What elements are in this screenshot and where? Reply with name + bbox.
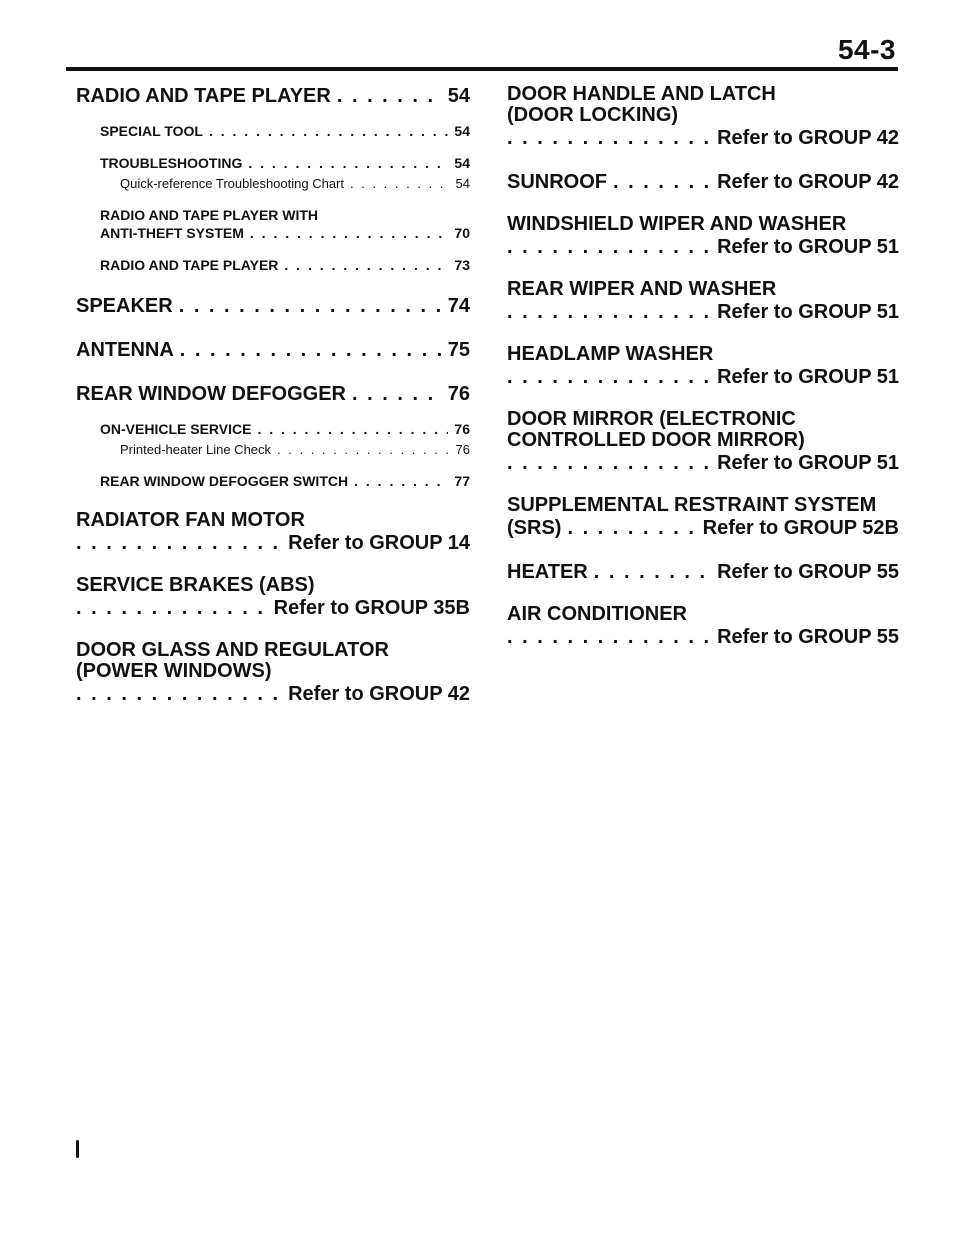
leader-dots <box>507 365 711 389</box>
toc-title: SPECIAL TOOL <box>100 123 203 139</box>
leader-dots <box>507 451 711 475</box>
toc-ref: Refer to GROUP 51 <box>717 236 899 258</box>
toc-title: RADIO AND TAPE PLAYER <box>100 257 279 273</box>
toc-row[interactable] <box>507 451 899 475</box>
toc-subrow-defogger-switch[interactable] <box>76 472 470 490</box>
toc-title-line2: CONTROLLED DOOR MIRROR) <box>507 429 805 451</box>
toc-title: HEADLAMP WASHER <box>507 343 714 365</box>
toc-ref: Refer to GROUP 42 <box>717 127 899 149</box>
toc-row[interactable] <box>507 300 899 324</box>
toc-subrow-special-tool[interactable] <box>76 122 470 140</box>
toc-row[interactable] <box>76 338 470 362</box>
toc-subrow-printed-heater[interactable] <box>76 441 470 458</box>
toc-page: 54 <box>455 176 470 191</box>
toc-ref: Refer to GROUP 14 <box>288 532 470 554</box>
toc-title-line1: SUPPLEMENTAL RESTRAINT SYSTEM <box>507 494 877 516</box>
toc-title: ANTI-THEFT SYSTEM <box>100 225 244 241</box>
toc-page: 76 <box>454 421 470 437</box>
toc-ref: Refer to GROUP 35B <box>273 597 470 619</box>
toc-subrow-on-vehicle[interactable] <box>76 420 470 438</box>
toc-entry-mirror <box>507 409 899 475</box>
leader-dots <box>594 560 711 584</box>
toc-ref: Refer to GROUP 51 <box>717 366 899 388</box>
toc-ref: Refer to GROUP 51 <box>717 452 899 474</box>
leader-dots <box>350 175 450 192</box>
toc-title: TROUBLESHOOTING <box>100 155 243 171</box>
leader-dots <box>507 300 711 324</box>
leader-dots <box>507 235 711 259</box>
leader-dots <box>248 154 448 172</box>
toc-title: ON-VEHICLE SERVICE <box>100 421 252 437</box>
toc-ref: Refer to GROUP 52B <box>702 517 899 539</box>
toc-title-line1: DOOR HANDLE AND LATCH <box>507 83 776 105</box>
toc-title: REAR WIPER AND WASHER <box>507 278 777 300</box>
toc-entry-headlamp <box>507 344 899 389</box>
leader-dots <box>209 122 448 140</box>
toc-ref: Refer to GROUP 55 <box>717 626 899 648</box>
toc-entry-brakes <box>76 575 470 620</box>
toc-entry-sunroof <box>507 170 899 194</box>
toc-title: RADIO AND TAPE PLAYER <box>76 85 331 107</box>
leader-dots <box>180 338 442 362</box>
toc-ref: Refer to GROUP 42 <box>288 683 470 705</box>
toc-entry-speaker <box>76 294 470 318</box>
toc-subrow-anti-theft-line1: RADIO AND TAPE PLAYER WITH <box>100 207 319 223</box>
toc-title-line1: DOOR MIRROR (ELECTRONIC <box>507 408 796 430</box>
margin-mark <box>76 1140 79 1158</box>
leader-dots <box>354 472 448 490</box>
toc-ref: Refer to GROUP 42 <box>717 171 899 193</box>
leader-dots <box>257 420 448 438</box>
toc-entry-door-glass <box>76 640 470 706</box>
leader-dots <box>507 625 711 649</box>
toc-title: REAR WINDOW DEFOGGER <box>76 383 346 405</box>
toc-row[interactable] <box>76 531 470 555</box>
toc-subrow-radio-tape[interactable] <box>76 256 470 274</box>
toc-right-column <box>507 84 899 669</box>
toc-page: 54 <box>454 123 470 139</box>
toc-entry-radio <box>76 84 470 274</box>
leader-dots <box>76 682 282 706</box>
toc-row[interactable] <box>76 596 470 620</box>
toc-title-line1: DOOR GLASS AND REGULATOR <box>76 639 389 661</box>
toc-row[interactable] <box>507 516 899 540</box>
toc-title: SPEAKER <box>76 295 173 317</box>
toc-title: SERVICE BRAKES (ABS) <box>76 574 315 596</box>
toc-entry-heater <box>507 560 899 584</box>
leader-dots <box>507 126 711 150</box>
toc-row[interactable] <box>507 170 899 194</box>
leader-dots <box>567 516 696 540</box>
toc-row[interactable] <box>507 235 899 259</box>
leader-dots <box>179 294 442 318</box>
toc-row[interactable] <box>507 126 899 150</box>
header-rule <box>66 67 898 71</box>
toc-entry-antenna <box>76 338 470 362</box>
leader-dots <box>337 84 442 108</box>
toc-row[interactable] <box>507 625 899 649</box>
toc-row[interactable] <box>76 84 470 108</box>
toc-entry-radiator <box>76 510 470 555</box>
toc-page: 70 <box>454 225 470 241</box>
toc-subrow-anti-theft[interactable] <box>76 224 470 242</box>
toc-title: RADIATOR FAN MOTOR <box>76 509 305 531</box>
toc-entry-ac <box>507 604 899 649</box>
toc-row[interactable] <box>76 382 470 406</box>
toc-left-column <box>76 84 470 726</box>
toc-entry-srs <box>507 495 899 540</box>
toc-page: 54 <box>447 85 470 107</box>
toc-entry-defogger <box>76 382 470 490</box>
toc-page: 54 <box>454 155 470 171</box>
toc-subrow-quick-reference[interactable] <box>76 175 470 192</box>
toc-page: 76 <box>447 383 470 405</box>
toc-title-line2: (SRS) <box>507 517 562 539</box>
leader-dots <box>250 224 449 242</box>
toc-page: 75 <box>447 339 470 361</box>
leader-dots <box>76 531 282 555</box>
toc-title: REAR WINDOW DEFOGGER SWITCH <box>100 473 349 489</box>
leader-dots <box>277 441 450 458</box>
toc-ref: Refer to GROUP 51 <box>717 301 899 323</box>
toc-page: 73 <box>454 257 470 273</box>
toc-title: ANTENNA <box>76 339 174 361</box>
toc-row[interactable] <box>76 682 470 706</box>
toc-entry-door-handle <box>507 84 899 150</box>
toc-title: AIR CONDITIONER <box>507 603 687 625</box>
toc-subrow-troubleshooting[interactable] <box>76 154 470 172</box>
page-number: 54-3 <box>837 34 896 65</box>
toc-title: HEATER <box>507 561 588 583</box>
toc-title: WINDSHIELD WIPER AND WASHER <box>507 213 847 235</box>
toc-title: Printed-heater Line Check <box>120 442 272 457</box>
leader-dots <box>76 596 268 620</box>
toc-page: 74 <box>447 295 470 317</box>
toc-page: 76 <box>455 442 470 457</box>
toc-entry-rear-wiper <box>507 279 899 324</box>
toc-page: 77 <box>454 473 470 489</box>
toc-title: Quick-reference Troubleshooting Chart <box>120 176 345 191</box>
leader-dots <box>284 256 448 274</box>
leader-dots <box>352 382 442 406</box>
leader-dots <box>613 170 711 194</box>
toc-title-line2: (POWER WINDOWS) <box>76 660 272 682</box>
toc-ref: Refer to GROUP 55 <box>717 561 899 583</box>
toc-title: SUNROOF <box>507 171 607 193</box>
toc-row[interactable] <box>507 365 899 389</box>
toc-title-line2: (DOOR LOCKING) <box>507 104 679 126</box>
toc-entry-windshield <box>507 214 899 259</box>
toc-row[interactable] <box>76 294 470 318</box>
toc-row[interactable] <box>507 560 899 584</box>
